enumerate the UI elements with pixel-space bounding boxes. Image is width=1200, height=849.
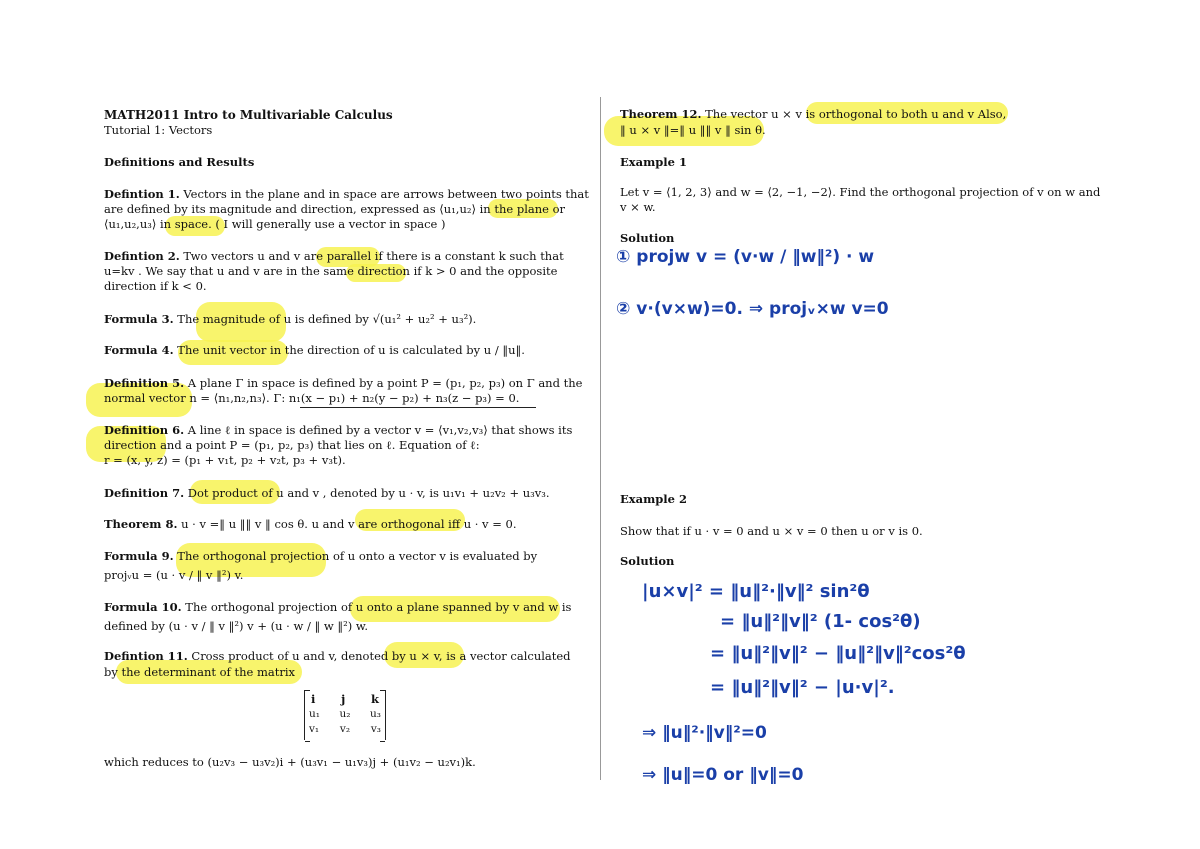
handwritten-note: ② v·(v×w)=0. ⇒ projᵥ×w v=0 bbox=[616, 299, 889, 319]
formula-text: The unit vector in the direction of u is calculated by u / ‖u‖. bbox=[173, 343, 525, 357]
matrix-cell: j bbox=[341, 692, 346, 706]
formula-text: The orthogonal projection of u onto a vector v is evaluated by bbox=[173, 549, 538, 563]
matrix-cell: v₃ bbox=[370, 723, 381, 735]
formula-10-line bbox=[104, 600, 571, 615]
definition-1-line-3: ⟨u₁,u₂,u₃⟩ in space. ( I will generally use a vector in space ) bbox=[104, 217, 446, 231]
formula-9-line-2: projᵥu = (u · v / ‖ v ‖²) v. bbox=[104, 568, 244, 582]
theorem-8-line bbox=[104, 517, 516, 532]
theorem-12-line-2: ‖ u × v ‖=‖ u ‖‖ v ‖ sin θ. bbox=[620, 123, 766, 137]
definition-5-line bbox=[104, 376, 582, 391]
matrix-cell: k bbox=[371, 692, 379, 706]
handwritten-note: ⇒ ‖u‖²·‖v‖²=0 bbox=[642, 723, 767, 743]
example-2-heading: Example 2 bbox=[620, 492, 687, 506]
formula-text: The magnitude of u is defined by √(u₁² + u₂² + u₃²). bbox=[173, 312, 477, 326]
cross-product-formula: which reduces to (u₂v₃ − u₃v₂)i + (u₃v₁ − u₁v₃)j + (u₁v₂ − u₂v₁)k. bbox=[104, 755, 476, 769]
handwritten-note: = ‖u‖²‖v‖² (1- cos²θ) bbox=[720, 611, 921, 632]
theorem-label: Theorem 8. bbox=[104, 517, 178, 531]
definition-label: Definition 7. bbox=[104, 486, 185, 500]
determinant-matrix bbox=[304, 690, 386, 740]
definition-text: A line ℓ in space is defined by a vector v = ⟨v₁,v₂,v₃⟩ that shows its bbox=[184, 423, 573, 437]
definition-label: Definition 5. bbox=[104, 376, 185, 390]
definition-11-line-2: by the determinant of the matrix bbox=[104, 665, 295, 679]
definition-5-line-2: normal vector n = ⟨n₁,n₂,n₃⟩. Γ: n₁(x − p₁) + n₂(y − p₂) + n₃(z − p₃) = 0. bbox=[104, 391, 520, 405]
definition-text: Cross product of u and v, denoted by u × v, is a vector calculated bbox=[187, 649, 571, 663]
theorem-text: u · v =‖ u ‖‖ v ‖ cos θ. u and v are orthogonal iff u · v = 0. bbox=[177, 517, 517, 531]
formula-label: Formula 4. bbox=[104, 343, 174, 357]
example-1-heading: Example 1 bbox=[620, 155, 687, 169]
handwritten-note: ⇒ ‖u‖=0 or ‖v‖=0 bbox=[642, 765, 804, 785]
formula-10-line-2: defined by (u · v / ‖ v ‖²) v + (u · w / ‖ w ‖²) w. bbox=[104, 619, 369, 633]
formula-3-line bbox=[104, 312, 476, 327]
example-1-line-1: Let v = ⟨1, 2, 3⟩ and w = ⟨2, −1, −2⟩. Find the orthogonal projection of v on w and bbox=[620, 185, 1101, 199]
theorem-text: The vector u × v is orthogonal to both u and v Also, bbox=[701, 107, 1007, 121]
formula-label: Formula 3. bbox=[104, 312, 174, 326]
formula-9-line bbox=[104, 549, 537, 564]
definition-6-line-3: r = (x, y, z) = (p₁ + v₁t, p₂ + v₂t, p₃ + v₃t). bbox=[104, 453, 346, 467]
example-1-line-2: v × w. bbox=[620, 200, 656, 214]
theorem-12-line bbox=[620, 107, 1006, 122]
matrix-cell: v₂ bbox=[339, 723, 351, 735]
definition-label: Defintion 11. bbox=[104, 649, 188, 663]
definition-label: Definition 6. bbox=[104, 423, 185, 437]
underline-mark bbox=[300, 407, 536, 408]
matrix-cell: u₂ bbox=[339, 708, 351, 720]
theorem-label: Theorem 12. bbox=[620, 107, 702, 121]
formula-label: Formula 9. bbox=[104, 549, 174, 563]
definition-text: Dot product of u and v , denoted by u · v, is u₁v₁ + u₂v₂ + u₃v₃. bbox=[184, 486, 550, 500]
definition-6-line-2: direction and a point P = (p₁, p₂, p₃) that lies on ℓ. Equation of ℓ: bbox=[104, 438, 480, 452]
handwritten-note: = ‖u‖²‖v‖² − ‖u‖²‖v‖²cos²θ bbox=[710, 643, 966, 664]
definition-7-line bbox=[104, 486, 550, 501]
definition-2-line bbox=[104, 249, 564, 264]
definition-text: Vectors in the plane and in space are arrows between two points that bbox=[179, 187, 589, 201]
matrix-cell: i bbox=[311, 692, 316, 706]
handwritten-note: = ‖u‖²‖v‖² − |u·v|². bbox=[710, 677, 895, 698]
handwritten-note: ① projw v = (v·w / ‖w‖²) · w bbox=[616, 247, 875, 267]
solution-heading: Solution bbox=[620, 231, 675, 245]
definition-2-line-3: direction if k < 0. bbox=[104, 279, 207, 293]
column-divider bbox=[600, 97, 601, 780]
definition-text: A plane Γ in space is defined by a point P = (p₁, p₂, p₃) on Γ and the bbox=[184, 376, 583, 390]
formula-4-line bbox=[104, 343, 525, 358]
definition-2-line-2: u=kv . We say that u and v are in the same direction if k > 0 and the opposite bbox=[104, 264, 558, 278]
definition-11-line bbox=[104, 649, 571, 664]
definition-text: Two vectors u and v are parallel if there is a constant k such that bbox=[179, 249, 564, 263]
handwritten-note: |u×v|² = ‖u‖²·‖v‖² sin²θ bbox=[642, 581, 870, 602]
formula-label: Formula 10. bbox=[104, 600, 182, 614]
section-heading: Definitions and Results bbox=[104, 155, 255, 169]
definition-1-line bbox=[104, 187, 589, 202]
matrix-cell: v₁ bbox=[309, 723, 320, 735]
solution-heading: Solution bbox=[620, 554, 675, 568]
definition-6-line bbox=[104, 423, 572, 438]
definition-label: Defintion 1. bbox=[104, 187, 180, 201]
matrix-cell: u₃ bbox=[370, 708, 381, 720]
matrix-cell: u₁ bbox=[309, 708, 320, 720]
example-2-line-1: Show that if u · v = 0 and u × v = 0 then u or v is 0. bbox=[620, 524, 923, 538]
definition-label: Defintion 2. bbox=[104, 249, 180, 263]
course-title: MATH2011 Intro to Multivariable Calculus bbox=[104, 108, 393, 122]
definition-1-line-2: are defined by its magnitude and direction, expressed as ⟨u₁,u₂⟩ in the plane or bbox=[104, 202, 566, 216]
formula-text: The orthogonal projection of u onto a plane spanned by v and w is bbox=[181, 600, 572, 614]
tutorial-subtitle: Tutorial 1: Vectors bbox=[104, 123, 213, 137]
